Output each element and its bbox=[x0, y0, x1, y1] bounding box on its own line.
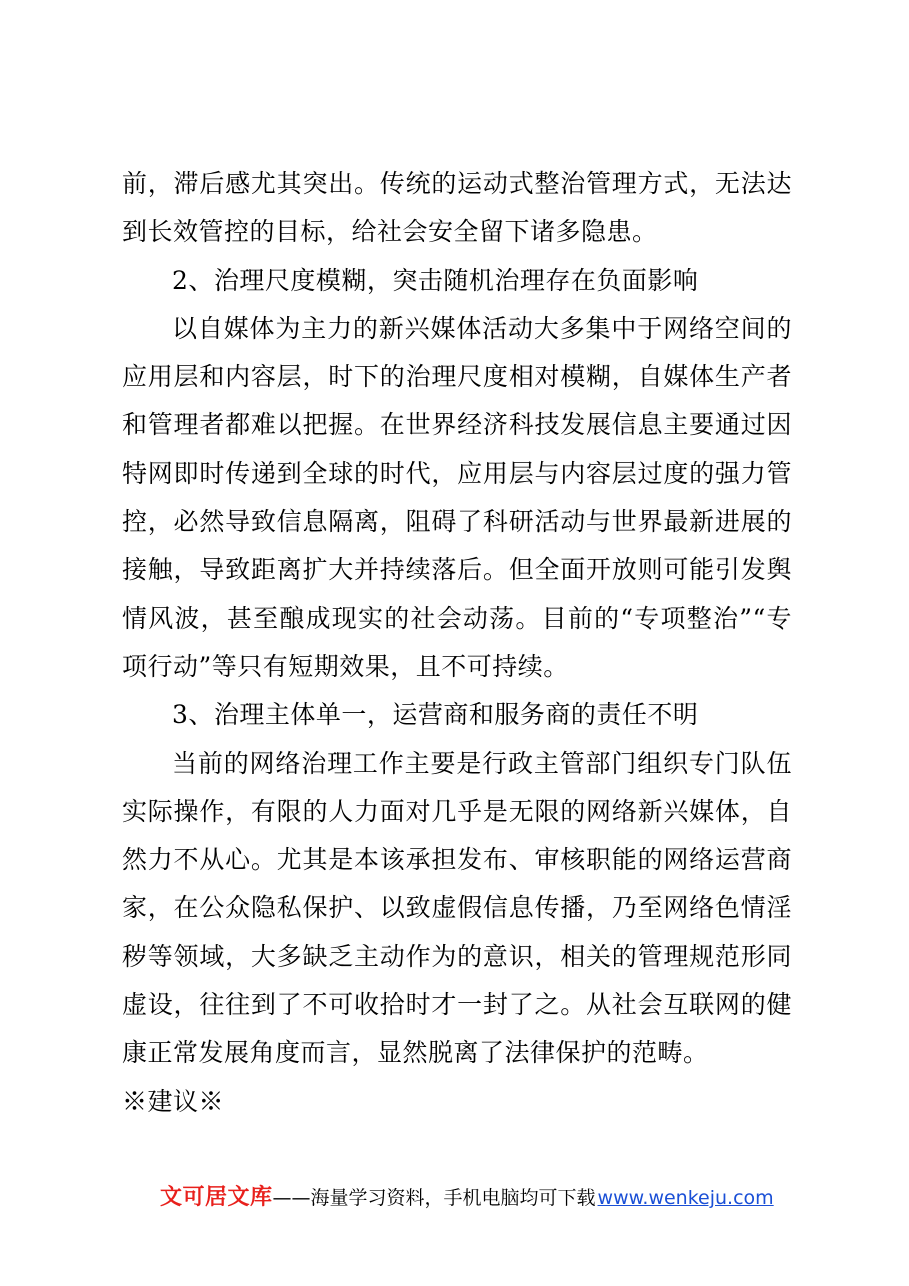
document-body bbox=[122, 160, 792, 1126]
section-heading-3: 3、治理主体单一，运营商和服务商的责任不明 bbox=[172, 700, 699, 730]
paragraph-body: 以自媒体为主力的新兴媒体活动大多集中于网络空间的应用层和内容层，时下的治理尺度相对模糊，自媒体生产者和管理者都难以把握。在世界经济科技发展信息主要通过因特网即时传递到全球的时代，应用层与内容层过度的强力管控，必然导致信息隔离，阻碍了科研活动与世界最新进展的接触，导致距离扩大并持续落后。但全面开放则可能引发舆情风波，甚至酿成现实的社会动荡。目前的“专项整治”“专项行动”等只有短期效果，且不可持续。 bbox=[122, 313, 792, 681]
footer-dash: —— bbox=[272, 1187, 311, 1209]
paragraph-continued: 前，滞后感尤其突出。传统的运动式整治管理方式，无法达到长效管控的目标，给社会安全留下诸多隐患。 bbox=[122, 169, 792, 247]
paragraph-body: 当前的网络治理工作主要是行政主管部门组织专门队伍实际操作，有限的人力面对几乎是无限的网络新兴媒体，自然力不从心。尤其是本该承担发布、审核职能的网络运营商家，在公众隐私保护、以致虚假信息传播，乃至网络色情淫秽等领域，大多缺乏主动作为的意识，相关的管理规范形同虚设，往往到了不可收拾时才一封了之。从社会互联网的健康正常发展角度而言，显然脱离了法律保护的范畴。 bbox=[122, 748, 792, 1068]
footer-tagline: 海量学习资料，手机电脑均可下载 bbox=[310, 1187, 596, 1209]
footer-url-link[interactable]: www.wenkeju.com bbox=[597, 1187, 774, 1209]
section-heading-2: 2、治理尺度模糊，突击随机治理存在负面影响 bbox=[172, 265, 699, 295]
footer-brand: 文可居文库 bbox=[160, 1185, 273, 1210]
section-mark-suggestion: ※建议※ bbox=[122, 1086, 225, 1116]
footer-banner bbox=[160, 1180, 800, 1216]
